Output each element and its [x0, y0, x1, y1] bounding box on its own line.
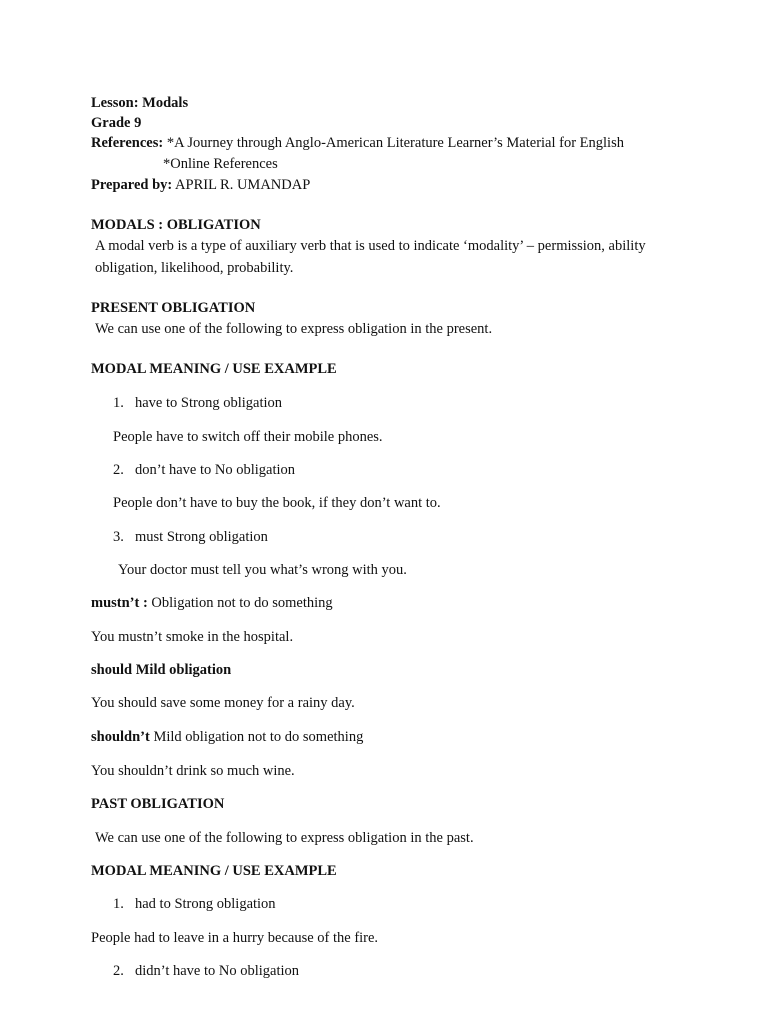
example-sentence: You mustn’t smoke in the hospital.: [91, 629, 294, 645]
list-item-text: have to Strong obligation: [135, 395, 282, 411]
example-sentence: You shouldn’t drink so much wine.: [91, 763, 295, 779]
list-item: [113, 394, 282, 412]
list-number: 1.: [113, 395, 124, 411]
prepared-by-label: Prepared by:: [91, 177, 173, 193]
example-sentence: Your doctor must tell you what’s wrong with you.: [118, 562, 407, 578]
list-item-text: don’t have to No obligation: [135, 462, 296, 478]
list-number: 3.: [113, 529, 124, 545]
list-number: 1.: [113, 896, 124, 912]
list-number: 2.: [113, 462, 124, 478]
list-item-text: must Strong obligation: [135, 529, 268, 545]
definition-line-1: A modal verb is a type of auxiliary verb that is used to indicate ‘modality’ – permission, ability: [95, 238, 646, 254]
example-sentence: People have to switch off their mobile phones.: [113, 429, 383, 445]
mustnt-line: [91, 594, 333, 612]
section-heading-obligation: MODALS : OBLIGATION: [91, 217, 261, 233]
past-intro: We can use one of the following to express obligation in the past.: [95, 830, 474, 846]
prepared-by-line: [91, 176, 310, 194]
grade-label: Grade 9: [91, 115, 142, 131]
section-heading-past: PAST OBLIGATION: [91, 796, 225, 812]
mustnt-label: mustn’t :: [91, 595, 148, 611]
list-item: [113, 895, 276, 913]
example-sentence: People don’t have to buy the book, if they don’t want to.: [113, 495, 441, 511]
list-item-text: didn’t have to No obligation: [135, 963, 300, 979]
list-item: [113, 461, 295, 479]
past-table-heading: MODAL MEANING / USE EXAMPLE: [91, 863, 337, 879]
list-number: 2.: [113, 963, 124, 979]
example-sentence: You should save some money for a rainy day.: [91, 695, 355, 711]
list-item: [113, 962, 299, 980]
references-line: [91, 134, 624, 152]
list-item-text: had to Strong obligation: [135, 896, 276, 912]
present-table-heading: MODAL MEANING / USE EXAMPLE: [91, 361, 337, 377]
prepared-by-value: APRIL R. UMANDAP: [172, 177, 311, 193]
example-sentence: People had to leave in a hurry because of the fire.: [91, 930, 379, 946]
shouldnt-line: [91, 728, 363, 746]
references-extra: *Online References: [163, 156, 278, 172]
shouldnt-label: shouldn’t: [91, 729, 150, 745]
references-text: *A Journey through Anglo-American Literature Learner’s Material for English: [163, 135, 624, 151]
list-item: [113, 528, 268, 546]
references-label: References:: [91, 135, 164, 151]
should-label: should Mild obligation: [91, 662, 232, 678]
mustnt-text: Obligation not to do something: [147, 595, 333, 611]
lesson-title: Lesson: Modals: [91, 95, 189, 111]
section-heading-present: PRESENT OBLIGATION: [91, 300, 256, 316]
definition-line-2: obligation, likelihood, probability.: [95, 260, 294, 276]
present-intro: We can use one of the following to express obligation in the present.: [95, 321, 493, 337]
shouldnt-text: Mild obligation not to do something: [149, 729, 364, 745]
